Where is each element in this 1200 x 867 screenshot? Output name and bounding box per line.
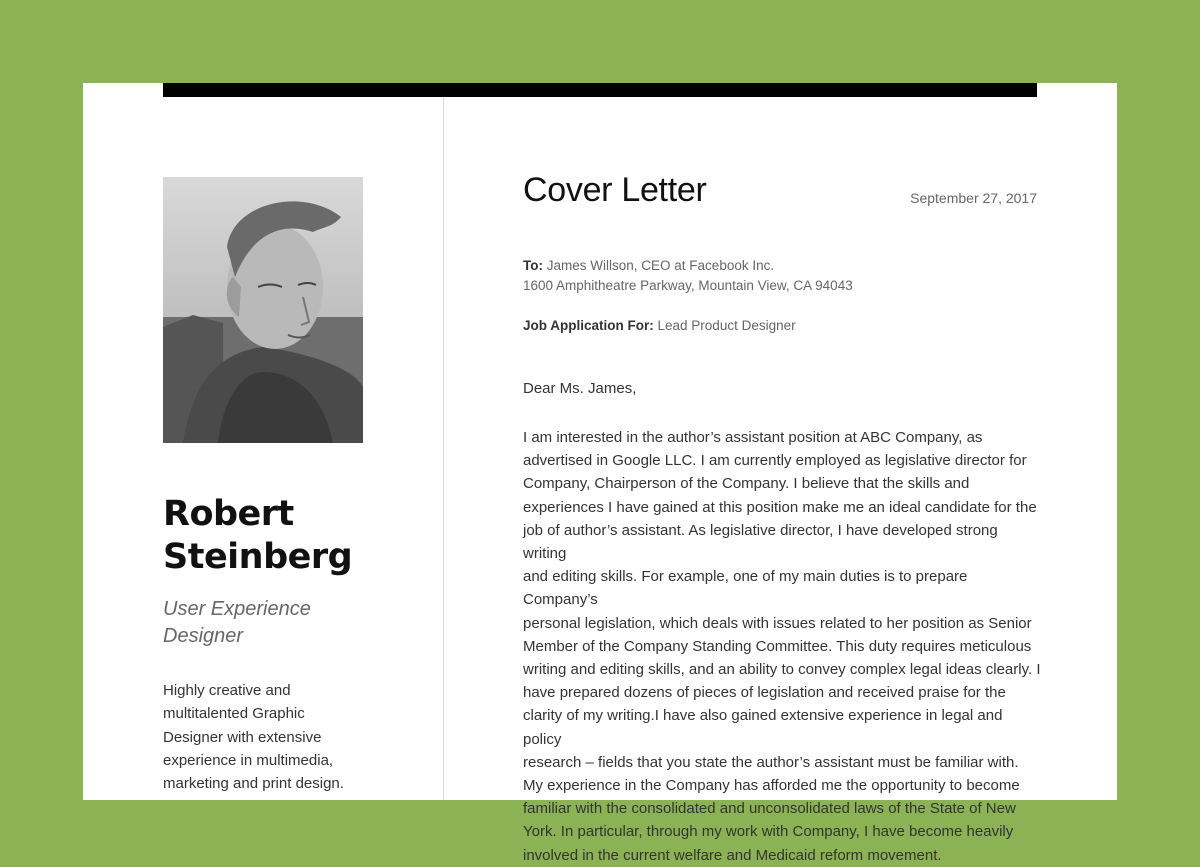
job-value: Lead Product Designer: [657, 318, 796, 333]
profile-name: [163, 493, 423, 579]
profile-photo: [163, 177, 363, 443]
to-value: James Willson, CEO at Facebook Inc.: [546, 258, 775, 273]
first-name: Robert: [163, 494, 294, 534]
letter-salutation: Dear Ms. James,: [523, 380, 637, 397]
to-label: To:: [523, 258, 543, 273]
resume-page: [83, 83, 1117, 864]
role-line-1: User Experience: [163, 598, 311, 620]
profile-role: [163, 596, 363, 650]
recipient-block: [523, 256, 853, 296]
role-line-2: Designer: [163, 625, 244, 647]
job-label: Job Application For:: [523, 318, 654, 333]
letter-date: September 27, 2017: [910, 190, 1037, 206]
recipient-address: 1600 Amphitheatre Parkway, Mountain View, CA 94043: [523, 278, 853, 293]
header-accent-bar: [163, 83, 1037, 97]
job-application-line: [523, 316, 796, 336]
column-divider: [443, 97, 444, 800]
profile-bio: Highly creative and multitalented Graphic Designer with extensive experience in multimedia, marketing and print design.: [163, 682, 344, 793]
letter-title: Cover Letter: [523, 171, 707, 209]
letter-body: I am interested in the author’s assistant position at ABC Company, as advertised in Google LLC. I am currently employed as legislative director for Company, Chairperson of the Company. I believe that the skills and experiences I have gained at this position make me an ideal candidate for the job of author’s assistant. As legislative director, I have developed strong writing and editing skills. For example, one of my main duties is to prepare Company’s personal legislation, which deals with issues related to her position as Senior Member of the Company Standing Committee. This duty requires meticulous writing and editing skills, and an ability to convey complex legal ideas clearly. I have prepared dozens of pieces of legislation and received praise for the clarity of my writing.I have also gained extensive experience in legal and policy research – fields that you state the author’s assistant must be familiar with. My experience in the Company has afforded me the opportunity to become familiar with the consolidated and unconsolidated laws of the State of New York. In particular, through my work with Company, I have become heavily involved in the current welfare and Medicaid reform movement.: [523, 429, 1041, 864]
last-name: Steinberg: [163, 537, 353, 577]
